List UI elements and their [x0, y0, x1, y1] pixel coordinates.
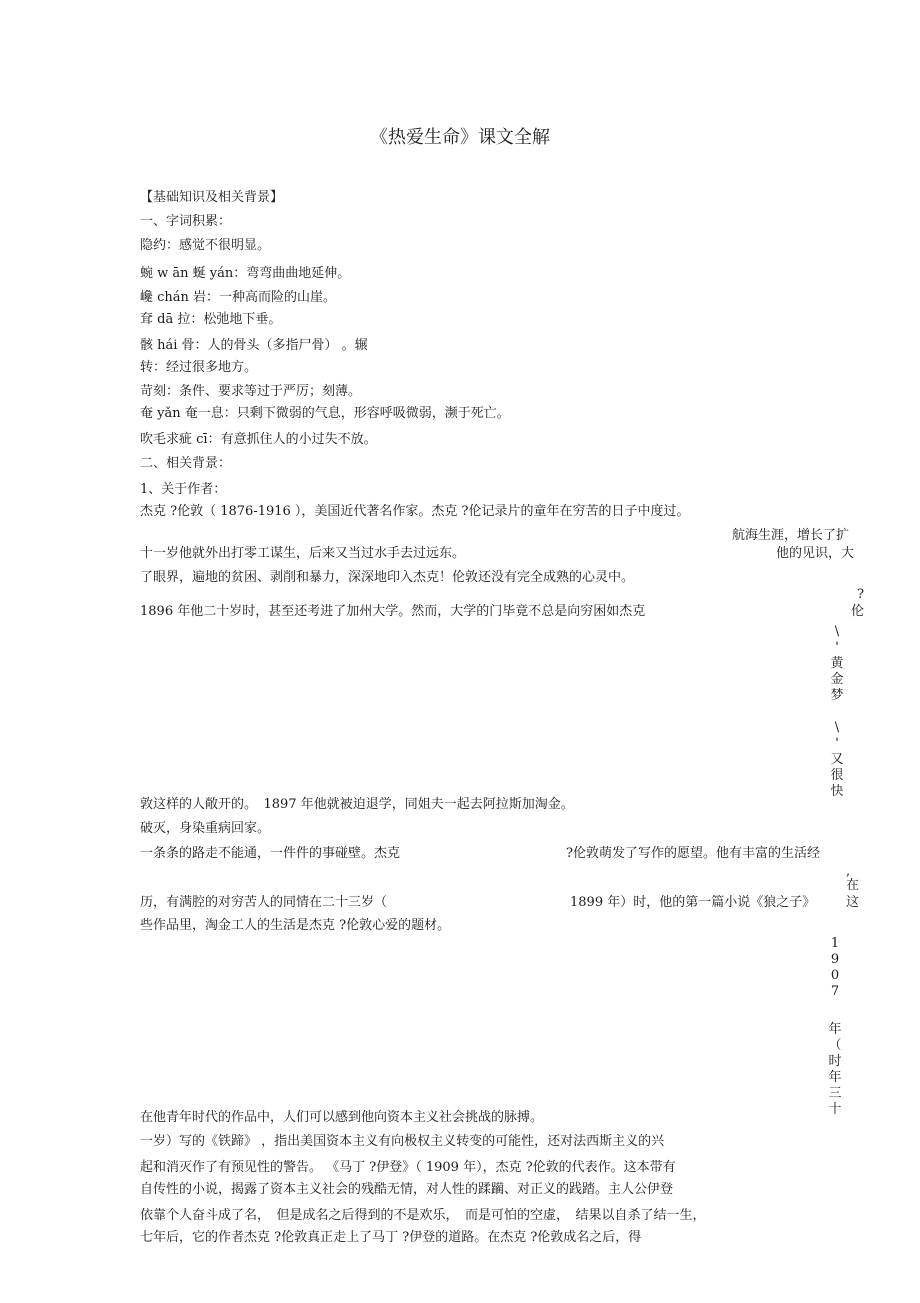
vertical-char — [828, 704, 846, 720]
body-line-fragment: 1899 年）时，他的第一篇小说《狼之子》 — [570, 895, 816, 910]
vocab-item: 巉 chán 岩：一种高而险的山崖。 — [140, 290, 337, 305]
vocab-item: 苛刻：条件、要求等过于严厉；刻薄。 — [140, 384, 362, 399]
vertical-char: 快 — [830, 784, 844, 799]
vocab-item: 转：经过很多地方。 — [140, 360, 258, 375]
vertical-text-column — [826, 936, 844, 1118]
part1-heading: 一、字词积累： — [140, 214, 232, 229]
vertical-char: 年 — [828, 1070, 842, 1085]
body-line-fragment: 在 — [846, 878, 860, 893]
body-line-fragment: 他的见识，大 — [776, 546, 855, 561]
part2-heading: 二、相关背景： — [140, 456, 232, 471]
vertical-char: ' — [835, 736, 839, 751]
vocab-item: 骸 hái 骨：人的骨头（多指尸骨） 。辗 — [140, 338, 368, 353]
vertical-char: 梦 — [830, 688, 844, 703]
vertical-char: 7 — [830, 984, 840, 999]
vocab-item: 奄 yǎn 奄一息：只剩下微弱的气息，形容呼吸微弱，濒于死亡。 — [140, 406, 510, 421]
sub1-heading: 1、关于作者： — [140, 482, 227, 497]
vertical-char: \ — [834, 720, 840, 735]
vocab-item: 蜿 w ān 蜒 yán：弯弯曲曲地延伸。 — [140, 266, 351, 281]
body-line: 一条条的路走不能通，一件件的事碰壁。杰克 — [140, 846, 401, 861]
body-line: 在他青年时代的作品中，人们可以感到他向资本主义社会挑战的脉搏。 — [140, 1110, 544, 1125]
vertical-char: （ — [828, 1038, 842, 1053]
body-line-fragment: 航海生涯，增长了扩 — [732, 528, 850, 543]
document-title: 《热爱生命》课文全解 — [370, 127, 550, 148]
body-line: 起和消灭作了有预见性的警告。 《马丁 ?伊登》（ 1909 年），杰克 ?伦敦的代表作。这本带有 — [140, 1160, 676, 1175]
vertical-char: 年 — [828, 1022, 842, 1037]
body-line: 一岁）写的《铁蹄》 ，指出美国资本主义有向极权主义转变的可能性，还对法西斯主义的兴 — [140, 1134, 665, 1149]
vertical-text-column — [828, 624, 846, 800]
vertical-char — [826, 1000, 844, 1022]
body-line: 杰克 ?伦敦（ 1876-1916 ），美国近代著名作家。杰克 ?伦记录片的童年在穷苦的日子中度过。 — [140, 504, 690, 519]
body-line: 依靠个人奋斗成了名， 但是成名之后得到的不是欢乐， 而是可怕的空虚， 结果以自杀了结一生， — [140, 1208, 706, 1223]
body-line-fragment: 伦 — [851, 604, 865, 619]
body-line-fragment: ?伦敦萌发了写作的愿望。他有丰富的生活经 — [566, 846, 820, 861]
body-line: 历，有满腔的对穷苦人的同情在二十三岁（ — [140, 895, 388, 910]
vertical-char: 三 — [828, 1086, 842, 1101]
vertical-char: 金 — [830, 672, 844, 687]
body-line: 七年后，它的作者杰克 ?伦敦真正走上了马丁 ?伊登的道路。在杰克 ?伦敦成名之后，得 — [140, 1230, 642, 1245]
vertical-char: 又 — [830, 752, 844, 767]
vertical-char: 1 — [830, 936, 840, 951]
body-line: 1896 年他二十岁时，甚至还考进了加州大学。然而，大学的门毕竟不总是向穷困如杰克 — [140, 604, 646, 619]
body-line: 敦这样的人敞开的。 1897 年他就被迫退学，同姐夫一起去阿拉斯加淘金。 — [140, 797, 574, 812]
vocab-item: 隐约：感觉不很明显。 — [140, 238, 271, 253]
vertical-char: 9 — [830, 952, 840, 967]
body-line: 自传性的小说，揭露了资本主义社会的残酷无情，对人性的蹂躏、对正义的践踏。主人公伊登 — [140, 1182, 674, 1197]
body-line: 了眼界，遍地的贫困、剥削和暴力，深深地印入杰克！伦敦还没有完全成熟的心灵中。 — [140, 570, 635, 585]
vertical-char: 0 — [830, 968, 840, 983]
body-line-fragment: 这 — [846, 895, 860, 910]
vertical-char: 黄 — [830, 656, 844, 671]
vocab-item: 耷 dā 拉：松弛地下垂。 — [140, 312, 282, 327]
body-line: 破灭，身染重病回家。 — [140, 821, 271, 836]
vertical-char: \ — [834, 624, 840, 639]
body-line: 十一岁他就外出打零工谋生，后来又当过水手去过远东。 — [140, 546, 466, 561]
section-header: 【基础知识及相关背景】 — [140, 190, 284, 205]
body-line-fragment: ? — [857, 587, 864, 602]
body-line: 些作品里，淘金工人的生活是杰克 ?伦敦心爱的题材。 — [140, 918, 451, 933]
vertical-char: 很 — [830, 768, 844, 783]
vertical-char: ' — [835, 640, 839, 655]
body-line-fragment: , — [846, 864, 851, 879]
vertical-char: 时 — [828, 1054, 842, 1069]
vocab-item: 吹毛求疵 cī：有意抓住人的小过失不放。 — [140, 432, 377, 447]
vertical-char: 十 — [828, 1102, 842, 1117]
